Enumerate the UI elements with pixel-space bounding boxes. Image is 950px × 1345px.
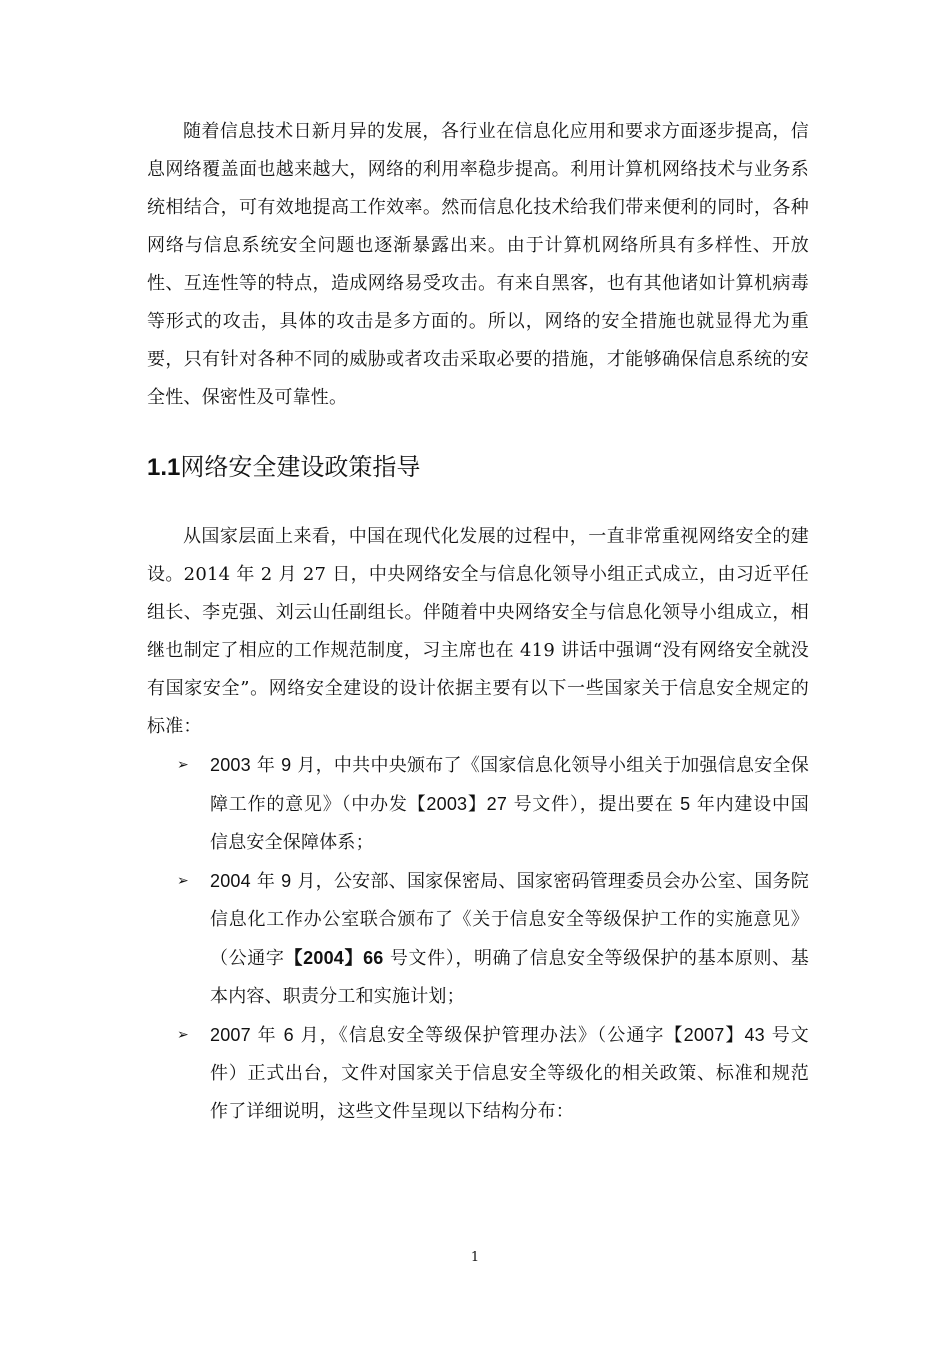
section-heading	[147, 447, 809, 488]
section-number: 1.1	[147, 454, 181, 481]
item-doc-number: 【2003】27	[407, 794, 508, 814]
item-text: 月，《信息安全等级保护管理办法》（公通字	[293, 1025, 665, 1046]
item-doc-number: 【2004】66	[284, 948, 384, 968]
arrow-bullet-icon: ➢	[177, 757, 189, 773]
item-text: 年内建设中国信息安全保障体系；	[210, 794, 809, 853]
item-month: 6	[283, 1025, 294, 1045]
section-paragraph: 从国家层面上来看，中国在现代化发展的过程中，一直非常重视网络安全的建设。2014 年 2 月 27 日，中央网络安全与信息化领导小组正式成立，由习近平任组长、李克强、刘云山任副组长。伴随着中央网络安全与信息化领导小组成立，相继也制定了相应的工作规范制度，习主席也在 419 讲话中强调“没有网络安全就没有国家安全”。网络安全建设的设计依据主要有以下一些国家关于信息安全规定的标准：	[147, 526, 809, 737]
item-text: 月，中共中央颁布了《国家信息化领导小组关于加强信息安全保障工作的意见》（中办发	[210, 755, 809, 815]
item-text: 号文件）正式出台，文件对国家关于信息安全等级化的相关政策、标准和规范作了详细说明，这些文件呈现以下结构分布：	[210, 1025, 810, 1122]
list-item	[147, 862, 809, 1016]
list-item	[147, 746, 809, 862]
page-number: 1	[470, 1250, 480, 1265]
item-text: 年	[250, 1025, 284, 1046]
item-number: 5	[680, 794, 691, 814]
intro-paragraph: 随着信息技术日新月异的发展，各行业在信息化应用和要求方面逐步提高，信息网络覆盖面也越来越大，网络的利用率稳步提高。利用计算机网络技术与业务系统相结合，可有效地提高工作效率。然而信息化技术给我们带来便利的同时，各种网络与信息系统安全问题也逐渐暴露出来。由于计算机网络所具有多样性、开放性、互连性等的特点，造成网络易受攻击。有来自黑客，也有其他诸如计算机病毒等形式的攻击，具体的攻击是多方面的。所以，网络的安全措施也就显得尤为重要，只有针对各种不同的威胁或者攻击采取必要的措施，才能够确保信息系统的安全性、保密性及可靠性。	[147, 121, 809, 408]
item-text: 月，公安部、国家保密局、国家密码管理委员会办公室、国务院信息化工作办公室联合颁布了《关于信息安全等级保护工作的实施意见》（公通字	[210, 871, 809, 969]
policy-list	[147, 746, 809, 1131]
item-year: 2007	[210, 1025, 251, 1045]
item-text: 号文件），提出要在	[507, 794, 681, 815]
item-text: 年	[250, 755, 282, 776]
arrow-bullet-icon: ➢	[177, 1027, 189, 1043]
section-title: 网络安全建设政策指导	[180, 453, 421, 481]
list-item	[147, 1016, 809, 1131]
item-text: 年	[250, 871, 282, 892]
item-doc-number: 【2007】43	[664, 1025, 765, 1045]
item-month: 9	[281, 755, 292, 775]
item-text: 号文件），明确了信息安全等级保护的基本原则、基本内容、职责分工和实施计划；	[210, 948, 809, 1007]
arrow-bullet-icon: ➢	[177, 873, 189, 889]
item-year: 2004	[210, 871, 251, 891]
page-content	[147, 113, 809, 1131]
item-month: 9	[281, 871, 292, 891]
item-year: 2003	[210, 755, 251, 775]
